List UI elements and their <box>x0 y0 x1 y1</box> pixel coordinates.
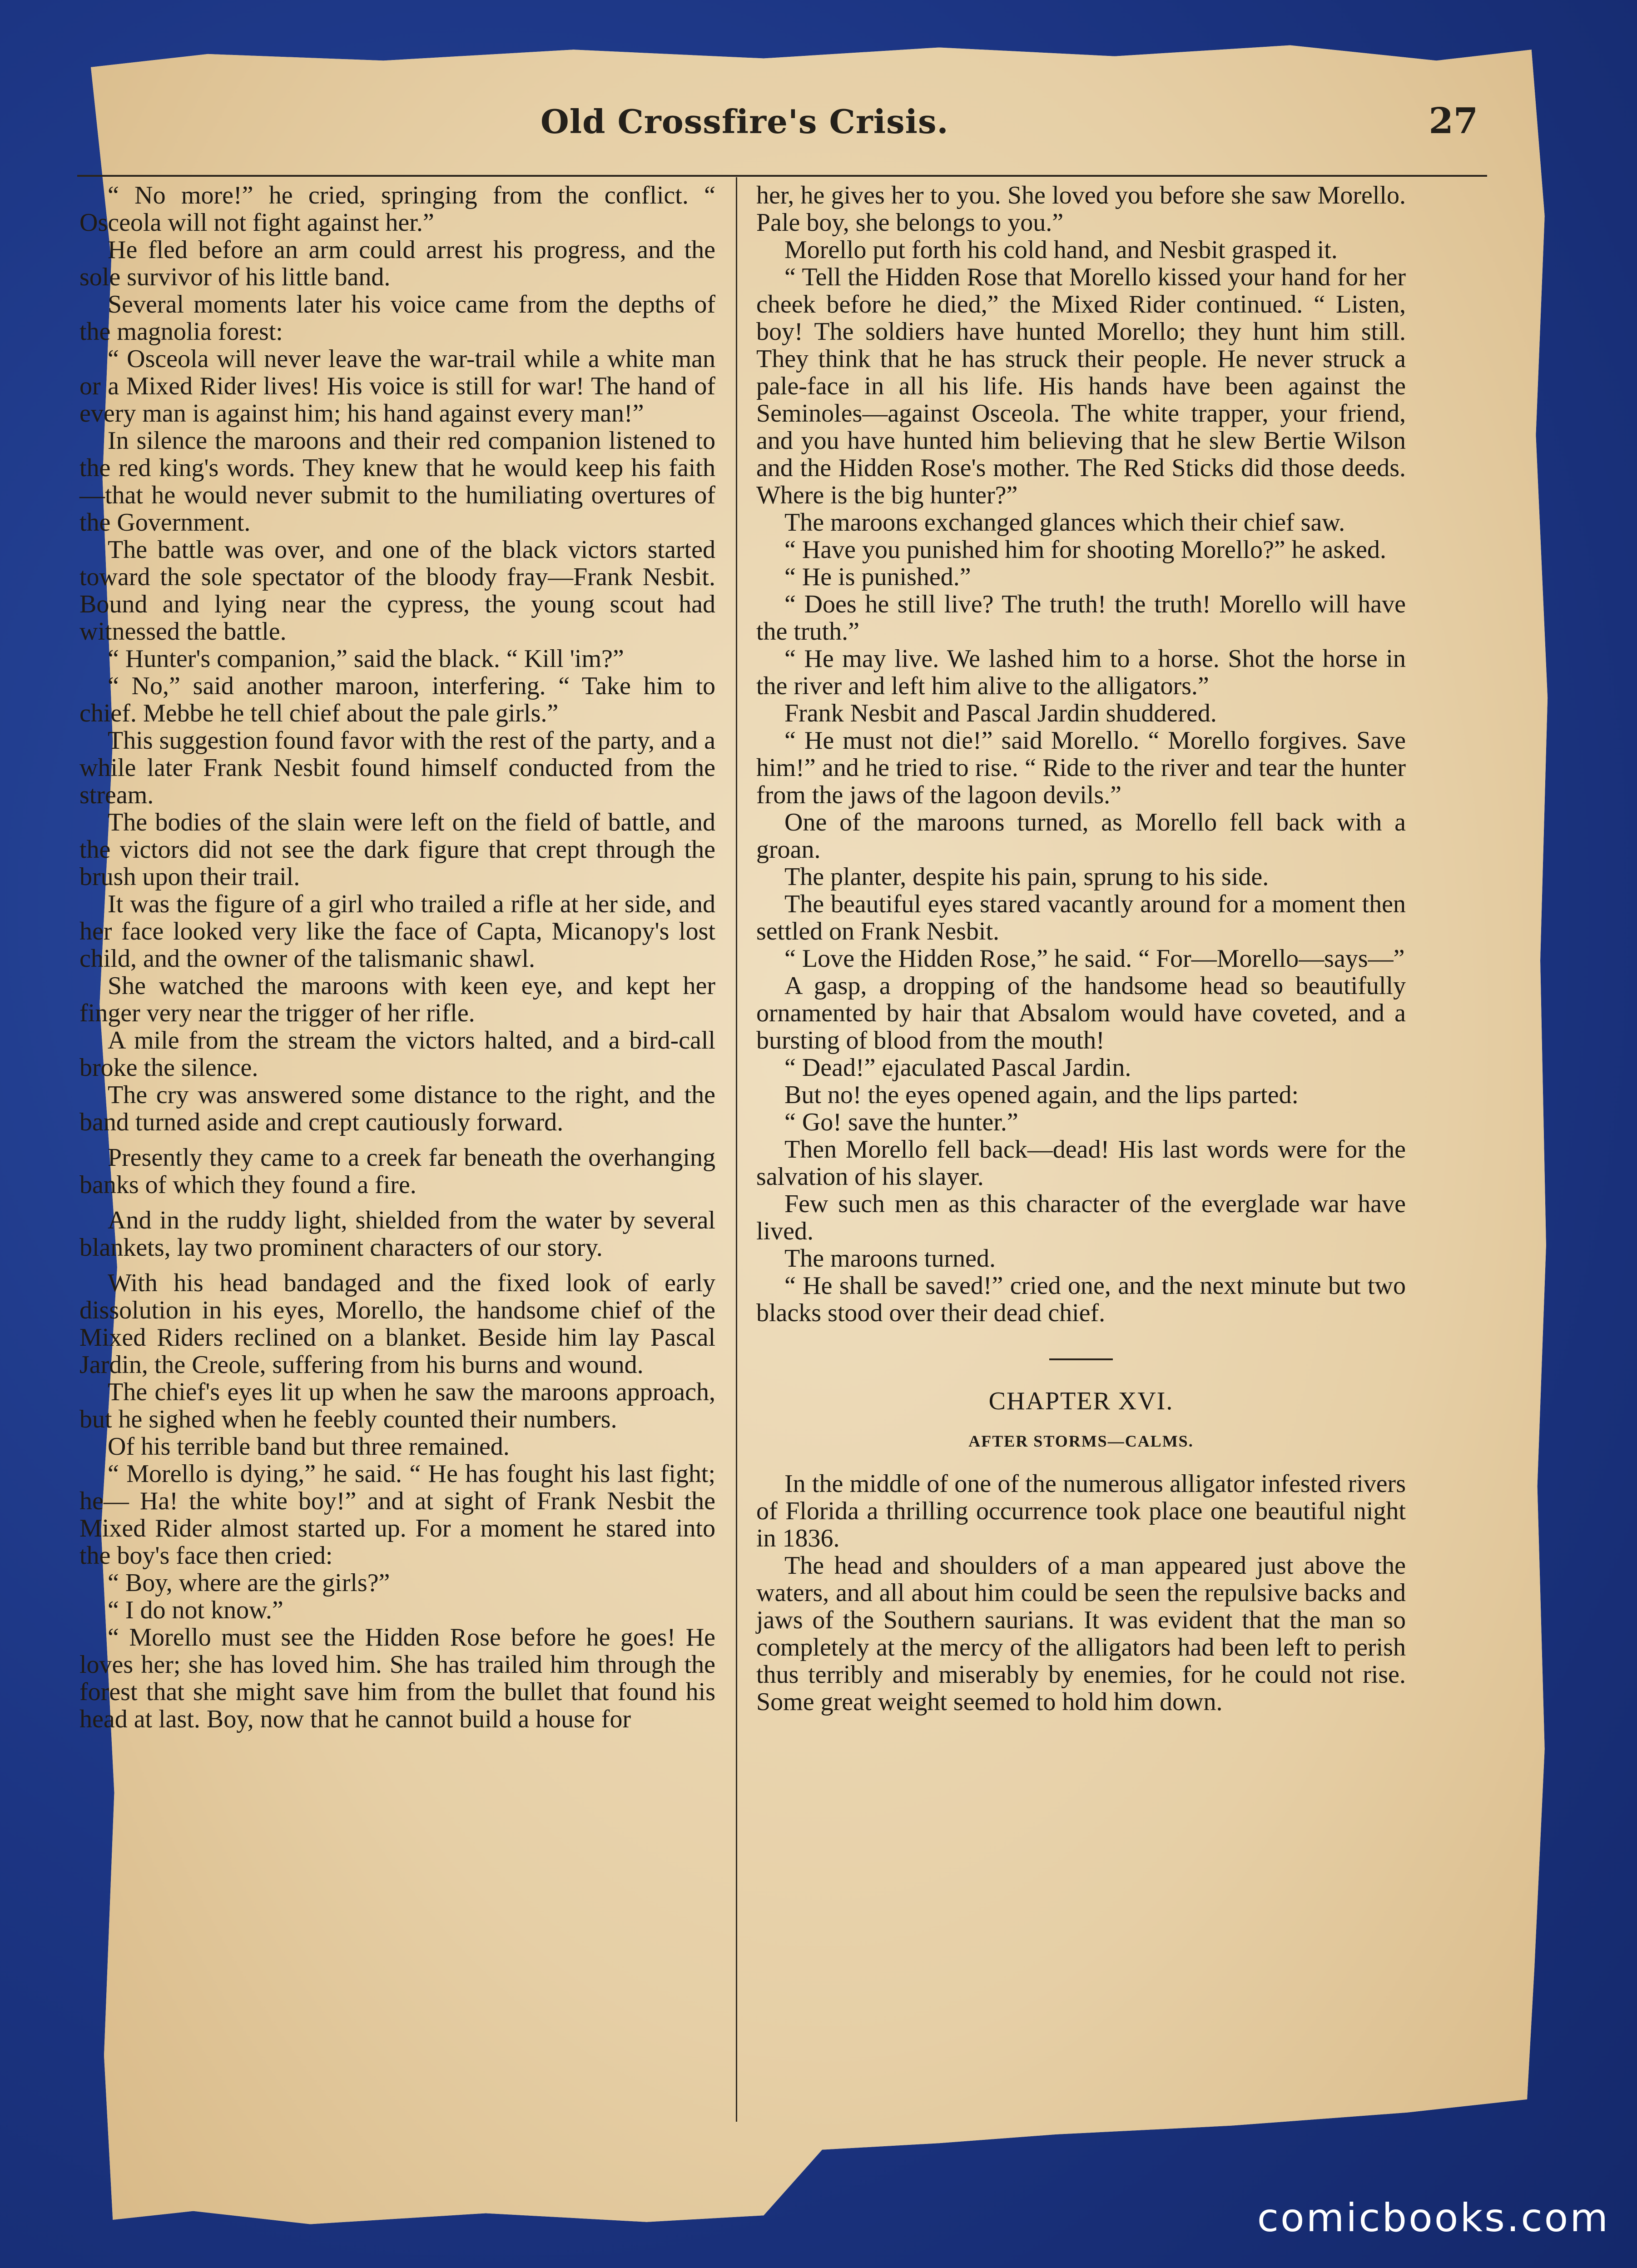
paragraph: But no! the eyes opened again, and the lips parted: <box>784 1081 1299 1109</box>
paragraph: “ Morello must see the Hidden Rose before he goes! He loves her; she has loved him. She has trailed him through the forest that she might save him from the bullet that found his head at last. Boy, now that he cannot build a house for <box>79 1623 715 1733</box>
paragraph: “ He may live. We lashed him to a horse. Shot the horse in the river and left him alive to the alligators.” <box>756 645 1406 700</box>
paragraph: Of his terrible band but three remained. <box>108 1432 510 1461</box>
paragraph: “ No more!” he cried, springing from the conflict. “ Osceola will not fight against her.” <box>79 181 715 237</box>
paragraph: Several moments later his voice came from the depths of the magnolia forest: <box>79 290 715 346</box>
paragraph: Few such men as this character of the everglade war have lived. <box>756 1190 1406 1245</box>
paragraph: Frank Nesbit and Pascal Jardin shuddered. <box>784 699 1217 727</box>
paragraph: “ No,” said another maroon, interfering. “ Take him to chief. Mebbe he tell chief about the pale girls.” <box>79 672 715 727</box>
paragraph: “ Boy, where are the girls?” <box>108 1569 390 1597</box>
paragraph: “ Love the Hidden Rose,” he said. “ For—Morello—says—” <box>784 945 1405 973</box>
paragraph: “ Have you punished him for shooting Morello?” he asked. <box>784 536 1387 564</box>
paragraph: The cry was answered some distance to the right, and the band turned aside and crept cautiously forward. <box>79 1081 715 1136</box>
paragraph: The beautiful eyes stared vacantly around for a moment then settled on Frank Nesbit. <box>756 890 1406 945</box>
paragraph: “ He must not die!” said Morello. “ Morello forgives. Save him!” and he tried to rise. “ Ride to the river and tear the hunter from the jaws of the lagoon devils.” <box>756 726 1406 809</box>
paragraph: “ Hunter's companion,” said the black. “ Kill 'im?” <box>108 645 624 673</box>
paragraph: The planter, despite his pain, sprung to his side. <box>784 863 1269 891</box>
paragraph: “ I do not know.” <box>108 1596 283 1624</box>
paragraph: “ Osceola will never leave the war-trail while a white man or a Mixed Rider lives! His voice is still for war! The hand of every man is against him; his hand against every man!” <box>79 345 715 428</box>
paragraph: her, he gives her to you. She loved you before she saw Morello. Pale boy, she belongs to you.” <box>756 181 1406 237</box>
paragraph: The maroons exchanged glances which their chief saw. <box>784 508 1345 537</box>
paragraph: A gasp, a dropping of the handsome head so beautifully ornamented by hair that Absalom would have coveted, and a bursting of blood from the mouth! <box>756 972 1406 1054</box>
paragraph: With his head bandaged and the fixed look of early dissolution in his eyes, Morello, the handsome chief of the Mixed Riders reclined on a blanket. Beside him lay Pascal Jardin, the Creole, suffering from his burns and wound. <box>79 1269 715 1379</box>
running-title: Old Crossfire's Crisis. <box>541 102 949 141</box>
page-number: 27 <box>1429 100 1478 142</box>
column-divider <box>736 177 737 2122</box>
paragraph: The battle was over, and one of the black victors started toward the sole spectator of the bloody fray—Frank Nesbit. Bound and lying near the cypress, the young scout had witnessed the battle. <box>79 536 715 646</box>
paragraph: “ Dead!” ejaculated Pascal Jardin. <box>784 1054 1131 1082</box>
page-header <box>0 102 1637 157</box>
paragraph: She watched the maroons with keen eye, and kept her finger very near the trigger of her rifle. <box>79 972 715 1027</box>
left-column <box>79 182 715 1733</box>
site-watermark: comicbooks.com <box>1257 2195 1610 2241</box>
paragraph: “ He is punished.” <box>784 563 971 591</box>
paragraph: The maroons turned. <box>784 1244 996 1273</box>
chapter-title: CHAPTER XVI. <box>988 1387 1174 1415</box>
paragraph: “ Does he still live? The truth! the truth! Morello will have the truth.” <box>756 590 1406 646</box>
paragraph: “ Morello is dying,” he said. “ He has fought his last fight; he— Ha! the white boy!” and at sight of Frank Nesbit the Mixed Rider almost started up. For a moment he stared into the boy's face then cried: <box>79 1460 715 1570</box>
right-column <box>756 182 1406 1716</box>
header-rule <box>77 175 1487 177</box>
paragraph: This suggestion found favor with the rest of the party, and a while later Frank Nesbit found himself conducted from the stream. <box>79 726 715 809</box>
paragraph: In silence the maroons and their red companion listened to the red king's words. They knew that he would keep his faith—that he would never submit to the humiliating overtures of the Government. <box>79 427 715 537</box>
paragraph: A mile from the stream the victors halted, and a bird-call broke the silence. <box>79 1026 715 1082</box>
paragraph: Presently they came to a creek far beneath the overhanging banks of which they found a fire. <box>79 1144 715 1199</box>
paragraph: He fled before an arm could arrest his progress, and the sole survivor of his little band. <box>79 236 715 291</box>
paragraph: The head and shoulders of a man appeared just above the waters, and all about him could be seen the repulsive backs and jaws of the Southern saurians. It was evident that the man so completely at the mercy of the alligators had been left to perish thus terribly and miserably by enemies, for he could not rise. Some great weight seemed to hold him down. <box>756 1552 1406 1716</box>
paragraph: “ Tell the Hidden Rose that Morello kissed your hand for her cheek before he died,” the Mixed Rider continued. “ Listen, boy! The soldiers have hunted Morello; they hunt him still. They think that he has struck their people. He never struck a pale-face in all his life. His hands have been against the Seminoles—against Osceola. The white trapper, your friend, and you have hunted him believing that he slew Bertie Wilson and the Hidden Rose's mother. The Red Sticks did those deeds. Where is the big hunter?” <box>756 263 1406 509</box>
chapter-divider <box>1049 1358 1113 1360</box>
paragraph: Then Morello fell back—dead! His last words were for the salvation of his slayer. <box>756 1135 1406 1191</box>
paragraph: One of the maroons turned, as Morello fell back with a groan. <box>756 808 1406 864</box>
chapter-subtitle: AFTER STORMS—CALMS. <box>968 1432 1194 1450</box>
paragraph: In the middle of one of the numerous alligator infested rivers of Florida a thrilling occurrence took place one beautiful night in 1836. <box>756 1470 1406 1552</box>
paragraph: The chief's eyes lit up when he saw the maroons approach, but he sighed when he feebly counted their numbers. <box>79 1378 715 1433</box>
paragraph: And in the ruddy light, shielded from the water by several blankets, lay two prominent characters of our story. <box>79 1206 715 1262</box>
paragraph: Morello put forth his cold hand, and Nesbit grasped it. <box>784 236 1338 264</box>
paragraph: “ Go! save the hunter.” <box>784 1108 1018 1136</box>
paragraph: “ He shall be saved!” cried one, and the next minute but two blacks stood over their dead chief. <box>756 1272 1406 1327</box>
paragraph: The bodies of the slain were left on the field of battle, and the victors did not see the dark figure that crept through the brush upon their trail. <box>79 808 715 891</box>
paragraph: It was the figure of a girl who trailed a rifle at her side, and her face looked very like the face of Capta, Micanopy's lost child, and the owner of the talismanic shawl. <box>79 890 715 973</box>
